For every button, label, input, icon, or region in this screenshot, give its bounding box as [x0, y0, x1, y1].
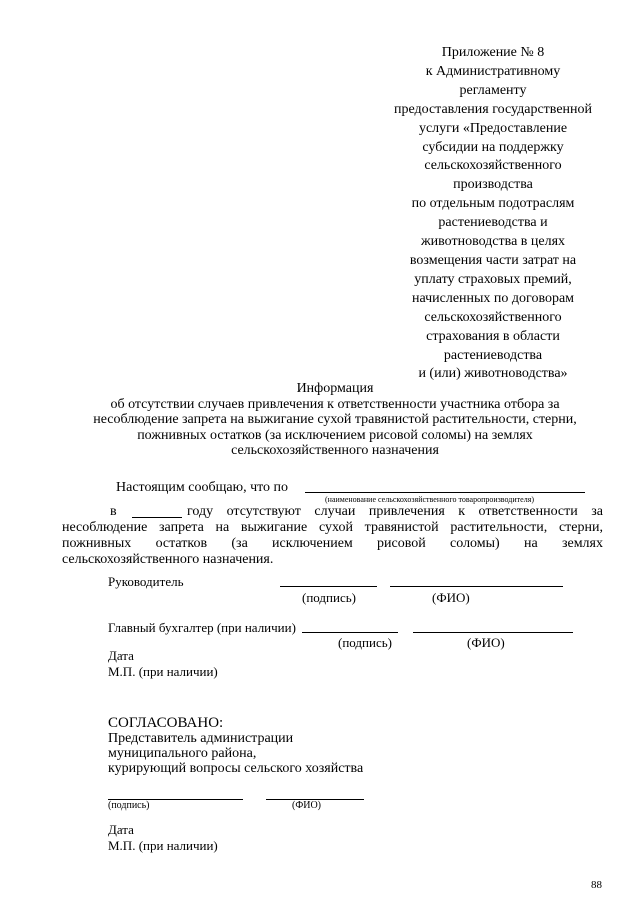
appendix-line: услуги «Предоставление	[418, 120, 568, 136]
agreed-seal-label: М.П. (при наличии)	[108, 838, 218, 853]
appendix-line: Приложение № 8	[441, 45, 545, 60]
info-line: пожнивных остатков (за исключением рисовой соломы) на землях	[137, 427, 533, 443]
appendix-line: субсидии на поддержку	[422, 139, 564, 155]
info-line: несоблюдение запрета на выжигание сухой травянистой растительности, стерни,	[93, 412, 577, 428]
accountant-name-caption: (ФИО)	[467, 635, 505, 650]
statement-line: году отсутствуют случаи привлечения к ответственности за	[187, 504, 603, 519]
head-signature-line[interactable]	[280, 586, 377, 587]
agreed-sign-caption: (подпись)	[108, 800, 150, 811]
date-label: Дата	[108, 648, 134, 663]
head-sign-caption: (подпись)	[302, 590, 356, 605]
head-name-caption: (ФИО)	[432, 590, 470, 605]
appendix-line: растениеводства	[443, 347, 543, 363]
appendix-line: животноводства в целях	[420, 234, 566, 250]
page-number: 88	[591, 879, 602, 891]
appendix-line: к Административному	[425, 63, 561, 79]
head-name-line[interactable]	[390, 586, 563, 587]
appendix-line: и (или) животноводства»	[418, 366, 568, 382]
statement-line: сельскохозяйственного назначения.	[62, 552, 274, 567]
info-title: Информация	[296, 381, 374, 396]
agreed-title: СОГЛАСОВАНО:	[108, 715, 224, 731]
appendix-line: возмещения части затрат на	[409, 252, 577, 268]
info-line: об отсутствии случаев привлечения к ответственности участника отбора за	[110, 396, 560, 412]
agreed-name-caption: (ФИО)	[292, 800, 322, 811]
appendix-line: сельскохозяйственного	[424, 158, 562, 174]
producer-caption: (наименование сельскохозяйственного товаропроизводителя)	[325, 495, 535, 504]
statement-year-prefix: в	[110, 504, 117, 519]
statement-line: несоблюдение запрета на выжигание сухой травянистой растительности, стерни,	[62, 520, 603, 535]
info-heading	[60, 381, 610, 459]
statement-intro: Настоящим сообщаю, что по	[116, 480, 289, 495]
head-label: Руководитель	[108, 574, 184, 589]
year-line[interactable]	[132, 517, 182, 518]
producer-name-line[interactable]	[305, 492, 585, 493]
accountant-name-line[interactable]	[413, 632, 573, 633]
appendix-line: начисленных по договорам	[411, 290, 575, 306]
appendix-line: страхования в области	[426, 328, 560, 344]
appendix-line: уплату страховых премий,	[414, 271, 572, 287]
appendix-line: растениеводства и	[438, 215, 548, 231]
appendix-line: сельскохозяйственного	[424, 309, 562, 325]
appendix-header	[380, 44, 606, 384]
appendix-line: регламенту	[459, 82, 527, 98]
seal-label: М.П. (при наличии)	[108, 664, 218, 679]
agreed-line: курирующий вопросы сельского хозяйства	[108, 761, 364, 776]
agreed-line: Представитель администрации	[108, 731, 294, 746]
info-line: сельскохозяйственного назначения	[231, 443, 439, 459]
agreed-line: муниципального района,	[108, 746, 257, 761]
appendix-line: предоставления государственной	[393, 101, 593, 117]
agreed-date-label: Дата	[108, 822, 134, 837]
statement-line: пожнивных остатков (за исключением рисовой соломы) на землях	[62, 536, 603, 551]
appendix-line: производства	[453, 177, 533, 193]
accountant-signature-line[interactable]	[302, 632, 398, 633]
accountant-sign-caption: (подпись)	[338, 635, 392, 650]
appendix-line: по отдельным подотраслям	[411, 196, 575, 212]
accountant-label: Главный бухгалтер (при наличии)	[108, 620, 296, 635]
